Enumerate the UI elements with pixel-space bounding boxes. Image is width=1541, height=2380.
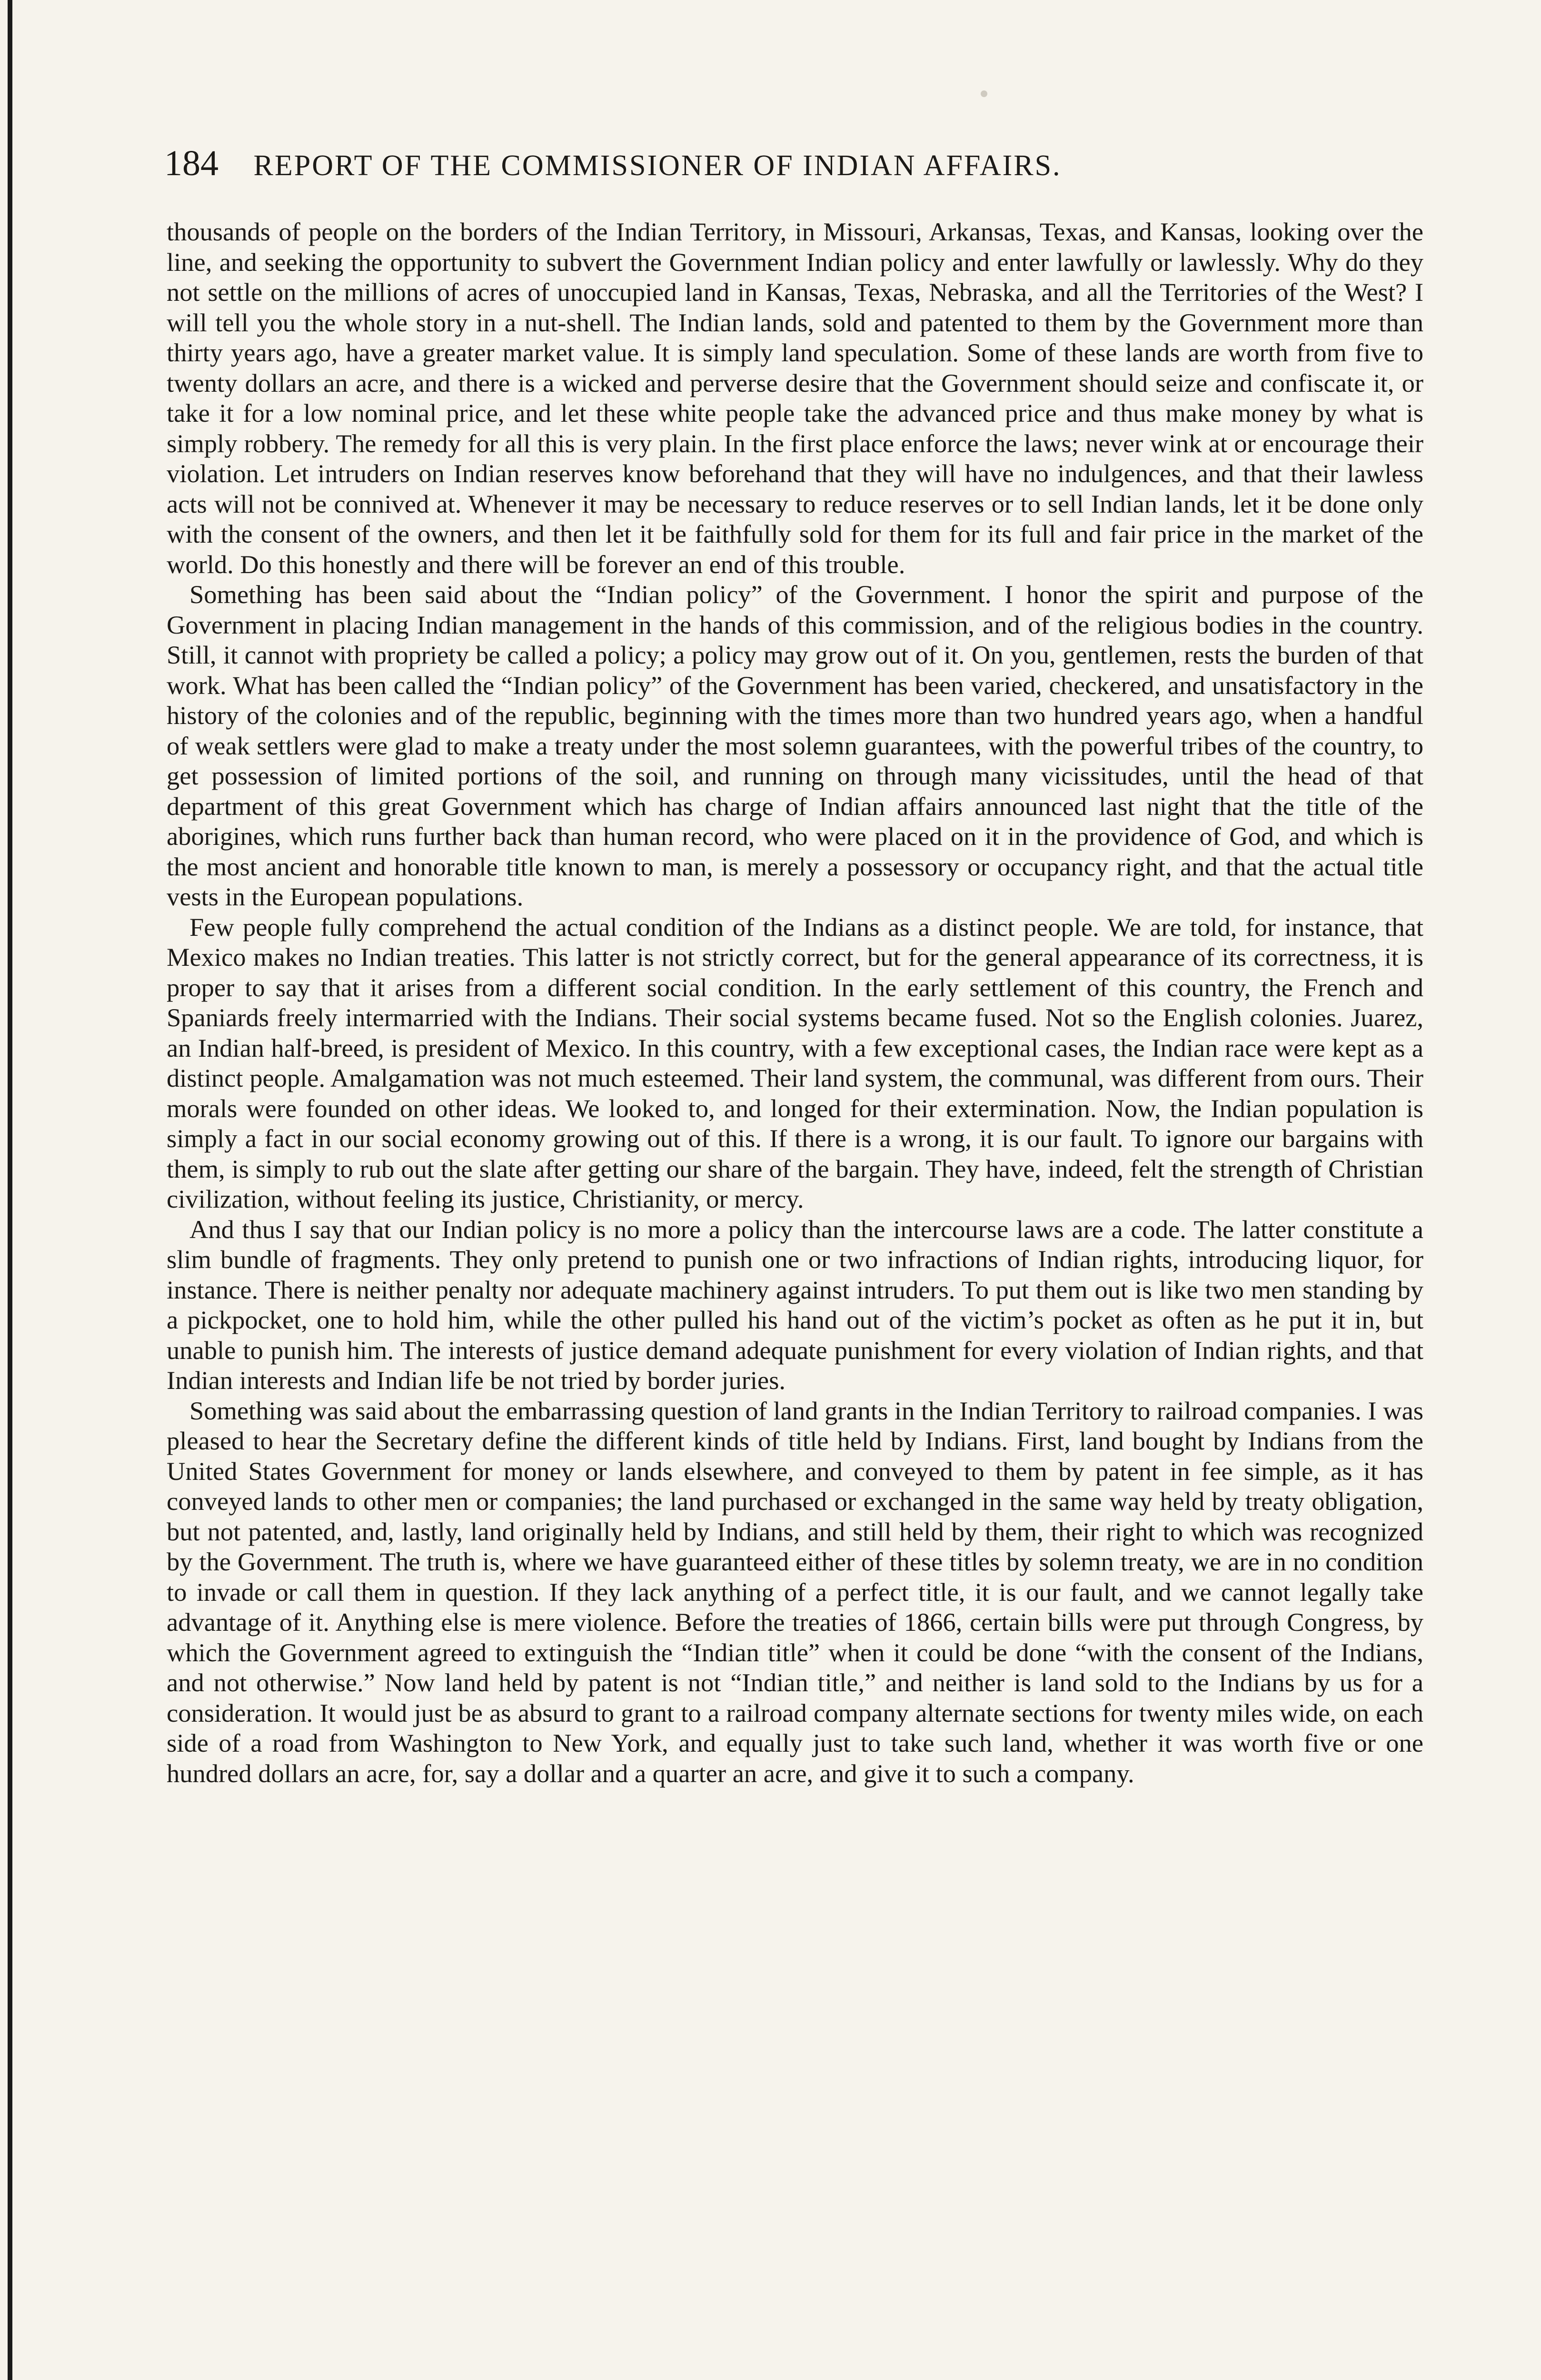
running-header xyxy=(164,143,1421,184)
paragraph: Few people fully comprehend the actual condition of the Indians as a distinct people. We are told, for instance, that Mexico makes no Indian treaties. This latter is not strictly correct, but for the general appearance of its correctness, it is proper to say that it arises from a different social condition. In the early settlement of this country, the French and Spaniards freely intermarried with the Indians. Their social systems became fused. Not so the English colonies. Juarez, an Indian half-breed, is president of Mexico. In this country, with a few exceptional cases, the Indian race were kept as a distinct people. Amalgamation was not much esteemed. Their land system, the communal, was different from ours. Their morals were founded on other ideas. We looked to, and longed for their extermination. Now, the Indian population is simply a fact in our social economy growing out of this. If there is a wrong, it is our fault. To ignore our bargains with them, is simply to rub out the slate after getting our share of the bargain. They have, indeed, felt the strength of Christian civilization, without feeling its justice, Christianity, or mercy. xyxy=(167,912,1423,1213)
page-left-edge xyxy=(8,0,12,2380)
body-text xyxy=(167,217,1423,1788)
scan-speck xyxy=(981,90,987,97)
paragraph: Something was said about the embarrassing question of land grants in the Indian Territory to railroad companies. I was pleased to hear the Secretary define the different kinds of title held by Indians. First, land bought by Indians from the United States Government for money or lands elsewhere, and conveyed to them by patent in fee simple, as it has conveyed lands to other men or companies; the land purchased or exchanged in the same way held by treaty obligation, but not patented, and, lastly, land originally held by Indians, and still held by them, their right to which was recognized by the Government. The truth is, where we have guaranteed either of these titles by solemn treaty, we are in no condition to invade or call them in question. If they lack anything of a perfect title, it is our fault, and we cannot legally take advantage of it. Anything else is mere violence. Before the treaties of 1866, certain bills were put through Congress, by which the Government agreed to extinguish the “Indian title” when it could be done “with the consent of the Indians, and not otherwise.” Now land held by patent is not “Indian title,” and neither is land sold to the Indians by us for a consideration. It would just be as absurd to grant to a railroad company alternate sections for twenty miles wide, on each side of a road from Washington to New York, and equally just to take such land, whether it was worth five or one hundred dollars an acre, for, say a dollar and a quarter an acre, and give it to such a company. xyxy=(167,1396,1423,1788)
paragraph: Something has been said about the “Indian policy” of the Government. I honor the spirit and purpose of the Government in placing Indian management in the hands of this commission, and of the religious bodies in the country. Still, it cannot with propriety be called a policy; a policy may grow out of it. On you, gentlemen, rests the burden of that work. What has been called the “Indian policy” of the Government has been varied, checkered, and unsatisfactory in the history of the colonies and of the republic, beginning with the times more than two hundred years ago, when a handful of weak settlers were glad to make a treaty under the most solemn guarantees, with the powerful tribes of the country, to get possession of limited portions of the soil, and running on through many vicissitudes, until the head of that department of this great Government which has charge of Indian affairs announced last night that the title of the aborigines, which runs further back than human record, who were placed on it in the providence of God, and which is the most ancient and honorable title known to man, is merely a possessory or occupancy right, and that the actual title vests in the European populations. xyxy=(167,580,1423,911)
paragraph: thousands of people on the borders of the Indian Territory, in Missouri, Arkansas, Texas, and Kansas, looking over the line, and seeking the opportunity to subvert the Government Indian policy and enter lawfully or lawlessly. Why do they not settle on the millions of acres of unoccupied land in Kansas, Texas, Nebraska, and all the Territories of the West? I will tell you the whole story in a nut-shell. The Indian lands, sold and patented to them by the Government more than thirty years ago, have a greater market value. It is simply land speculation. Some of these lands are worth from five to twenty dollars an acre, and there is a wicked and perverse desire that the Government should seize and confiscate it, or take it for a low nominal price, and let these white people take the advanced price and thus make money by what is simply robbery. The remedy for all this is very plain. In the first place enforce the laws; never wink at or encourage their violation. Let intruders on Indian reserves know beforehand that they will have no indulgences, and that their lawless acts will not be connived at. Whenever it may be necessary to reduce reserves or to sell Indian lands, let it be done only with the consent of the owners, and then let it be faithfully sold for them for its full and fair price in the market of the world. Do this honestly and there will be forever an end of this trouble. xyxy=(167,217,1423,579)
paragraph: And thus I say that our Indian policy is no more a policy than the intercourse laws are a code. The latter constitute a slim bundle of fragments. They only pretend to punish one or two infractions of Indian rights, introducing liquor, for instance. There is neither penalty nor adequate machinery against intruders. To put them out is like two men standing by a pickpocket, one to hold him, while the other pulled his hand out of the victim’s pocket as often as he put it in, but unable to punish him. The interests of justice demand adequate punishment for every violation of Indian rights, and that Indian interests and Indian life be not tried by border juries. xyxy=(167,1214,1423,1395)
page-number: 184 xyxy=(164,143,219,183)
running-title: REPORT OF THE COMMISSIONER OF INDIAN AFFAIRS. xyxy=(253,149,1062,182)
